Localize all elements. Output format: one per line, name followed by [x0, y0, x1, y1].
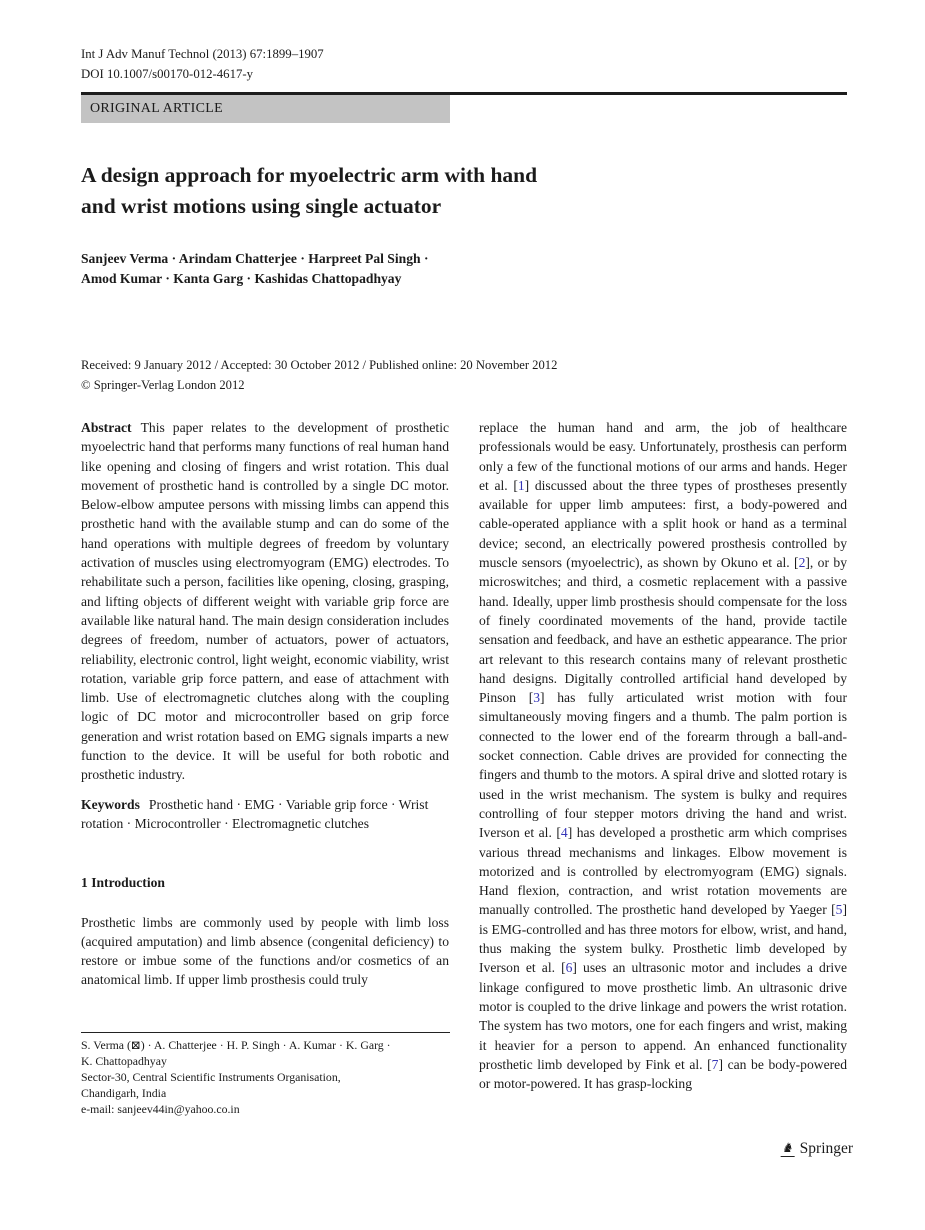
article-title — [81, 160, 537, 222]
title-line-2: and wrist motions using single actuator — [81, 194, 442, 218]
citation-link[interactable]: 6 — [565, 960, 573, 976]
author-footnote — [81, 1032, 450, 1118]
abstract-label: Abstract — [81, 420, 132, 435]
footnote-authors-line-2: K. Chattopadhyay — [81, 1053, 167, 1068]
received-accepted-line: Received: 9 January 2012 / Accepted: 30 October 2012 / Published online: 20 November 2012 — [81, 358, 558, 372]
section-heading-introduction: 1 Introduction — [81, 875, 165, 891]
body-text-run: ] discussed about the three types of prostheses presently available for upper limb amputees: first, a body-powered and cable-operated appliance with a split hook or hand as a terminal device; second, an electrically powered prosthesis controlled by muscle sensors (myoelectric), as shown by Okuno et al. [ — [479, 477, 847, 571]
page-header — [81, 44, 324, 84]
citation-link[interactable]: 7 — [711, 1056, 719, 1072]
journal-citation: Int J Adv Manuf Technol (2013) 67:1899–1907 — [81, 47, 324, 61]
body-text-run: ] is EMG-controlled and has three motors for elbow, wrist, and hand, thus making the system bulky. Prosthetic limb developed by Iverson et al. [ — [479, 902, 847, 976]
article-type-label: ORIGINAL ARTICLE — [90, 101, 223, 116]
publisher-name: Springer — [799, 1140, 854, 1157]
keywords-text: Prosthetic hand · EMG · Variable grip force · Wrist rotation · Microcontroller · Electromagnetic clutches — [81, 796, 429, 831]
body-text-run: ] can be body-powered or motor-powered. It has grasp-locking — [479, 1056, 847, 1092]
body-text-run: ] has developed a prosthetic arm which comprises various thread mechanisms and linkages. Elbow movement is motorized and is controlled by electromyogram (EMG) signals. Hand flexion, contraction, and wrist rotation movements are manually controlled. The prosthetic hand developed by Yaeger [ — [479, 825, 847, 918]
body-text-run: ] uses an ultrasonic motor and includes a drive linkage configured to move prosthetic limb. An ultrasonic drive motor is coupled to the drive linkage and powers the wrist rotation. The system has two motors, one for each fingers and wrist, making it heavier for a person to append. An enhanced functionality prosthetic limb developed by Fink et al. [ — [479, 960, 847, 1072]
left-column — [81, 418, 449, 1093]
citation-link[interactable]: 5 — [835, 902, 843, 918]
citation-link[interactable]: 1 — [517, 477, 525, 493]
authors-line-1: Sanjeev Verma · Arindam Chatterjee · Harpreet Pal Singh · — [81, 251, 429, 266]
footnote-affiliation-line-1: Sector-30, Central Scientific Instruments Organisation, — [81, 1069, 341, 1084]
abstract-text: This paper relates to the development of prosthetic myoelectric hand that performs many functions of real human hand like opening and closing of fingers and wrist rotation. This dual movement of prosthetic hand is controlled by a single DC motor. Below-elbow amputee persons with missing limbs can append this prosthetic hand with the available stump and can do some of the hand operations with multiple degrees of freedom by voluntary activation of muscles using electromyogram (EMG) electrodes. To rehabilitate such a person, facilities like opening, closing, grasping, and lifting objects of different weight with variable grip force are available like natural hand. The main design consideration includes degrees of freedom, number of actuators, power of actuators, reliability, electronic control, light weight, economic viability, wrist rotation, variable grip force pattern, and ease of attachment with limb. Use of electromagnetic clutches along with the coupling logic of DC motor and microcontroller based on grip force generation and wrist rotation based on EMG signals imparts a new function to the device. It will be useful for both robotic and prosthetic industry. — [81, 420, 449, 783]
email-link[interactable]: e-mail: sanjeev44in@yahoo.co.in — [81, 1101, 240, 1116]
doi: DOI 10.1007/s00170-012-4617-y — [81, 67, 254, 81]
citation-link[interactable]: 3 — [533, 690, 541, 706]
body-text-run: replace the human hand and arm, the job of healthcare professionals would be easy. Unfortunately, prosthesis can perform only a few of the functional motions of our arms and hands. Heger et al. [ — [479, 420, 847, 493]
abstract-paragraph — [81, 418, 449, 785]
keywords-paragraph — [81, 795, 449, 834]
copyright-line: © Springer-Verlag London 2012 — [81, 378, 245, 392]
springer-logo — [781, 1140, 853, 1158]
author-list — [81, 249, 429, 289]
body-text-run: ] has fully articulated wrist motion with four simultaneously moving fingers and a thumb. The palm portion is connected to the lower end of the forearm through a ball-and-socket connection. Cable drives are provided for connecting the fingers and thumb to the motors. A spiral drive and slotted rotary is used in the wrist mechanism. The system is bulky and requires controlling of four stepper motors driving the hand and wrist. Iverson et al. [ — [479, 690, 847, 841]
introduction-paragraph: Prosthetic limbs are commonly used by people with limb loss (acquired amputation) and limb absence (congenital deficiency) to restore or imbue some of the functions and/or cosmetics of an anatomical limb. If upper limb prosthesis could truly — [81, 914, 449, 988]
two-column-body — [81, 418, 847, 1093]
citation-link[interactable]: 4 — [560, 825, 568, 841]
authors-line-2: Amod Kumar · Kanta Garg · Kashidas Chattopadhyay — [81, 271, 402, 286]
springer-knight-icon: ♞ — [782, 1140, 794, 1156]
footnote-authors-line-1: S. Verma (⊠) · A. Chatterjee · H. P. Singh · A. Kumar · K. Garg · — [81, 1038, 391, 1052]
body-text-run: ], or by microswitches; and third, a cosmetic replacement with a passive hand. Ideally, upper limb prosthesis should compensate for the loss of finely coordinated movements of the hand, provide tactile sensation and feedback, and have an esthetic appearance. The prior art relevant to this research contains many of relevant prosthetic hand designs. Digitally controlled artificial hand developed by Pinson [ — [479, 555, 847, 706]
title-line-1: A design approach for myoelectric arm with hand — [81, 163, 538, 187]
article-type-banner — [81, 95, 450, 123]
keywords-label: Keywords — [81, 796, 140, 812]
publication-dates — [81, 355, 557, 395]
right-column-paragraph — [479, 418, 847, 1093]
citation-link[interactable]: 2 — [798, 555, 806, 571]
right-column — [479, 418, 847, 1093]
footnote-affiliation-line-2: Chandigarh, India — [81, 1085, 167, 1100]
